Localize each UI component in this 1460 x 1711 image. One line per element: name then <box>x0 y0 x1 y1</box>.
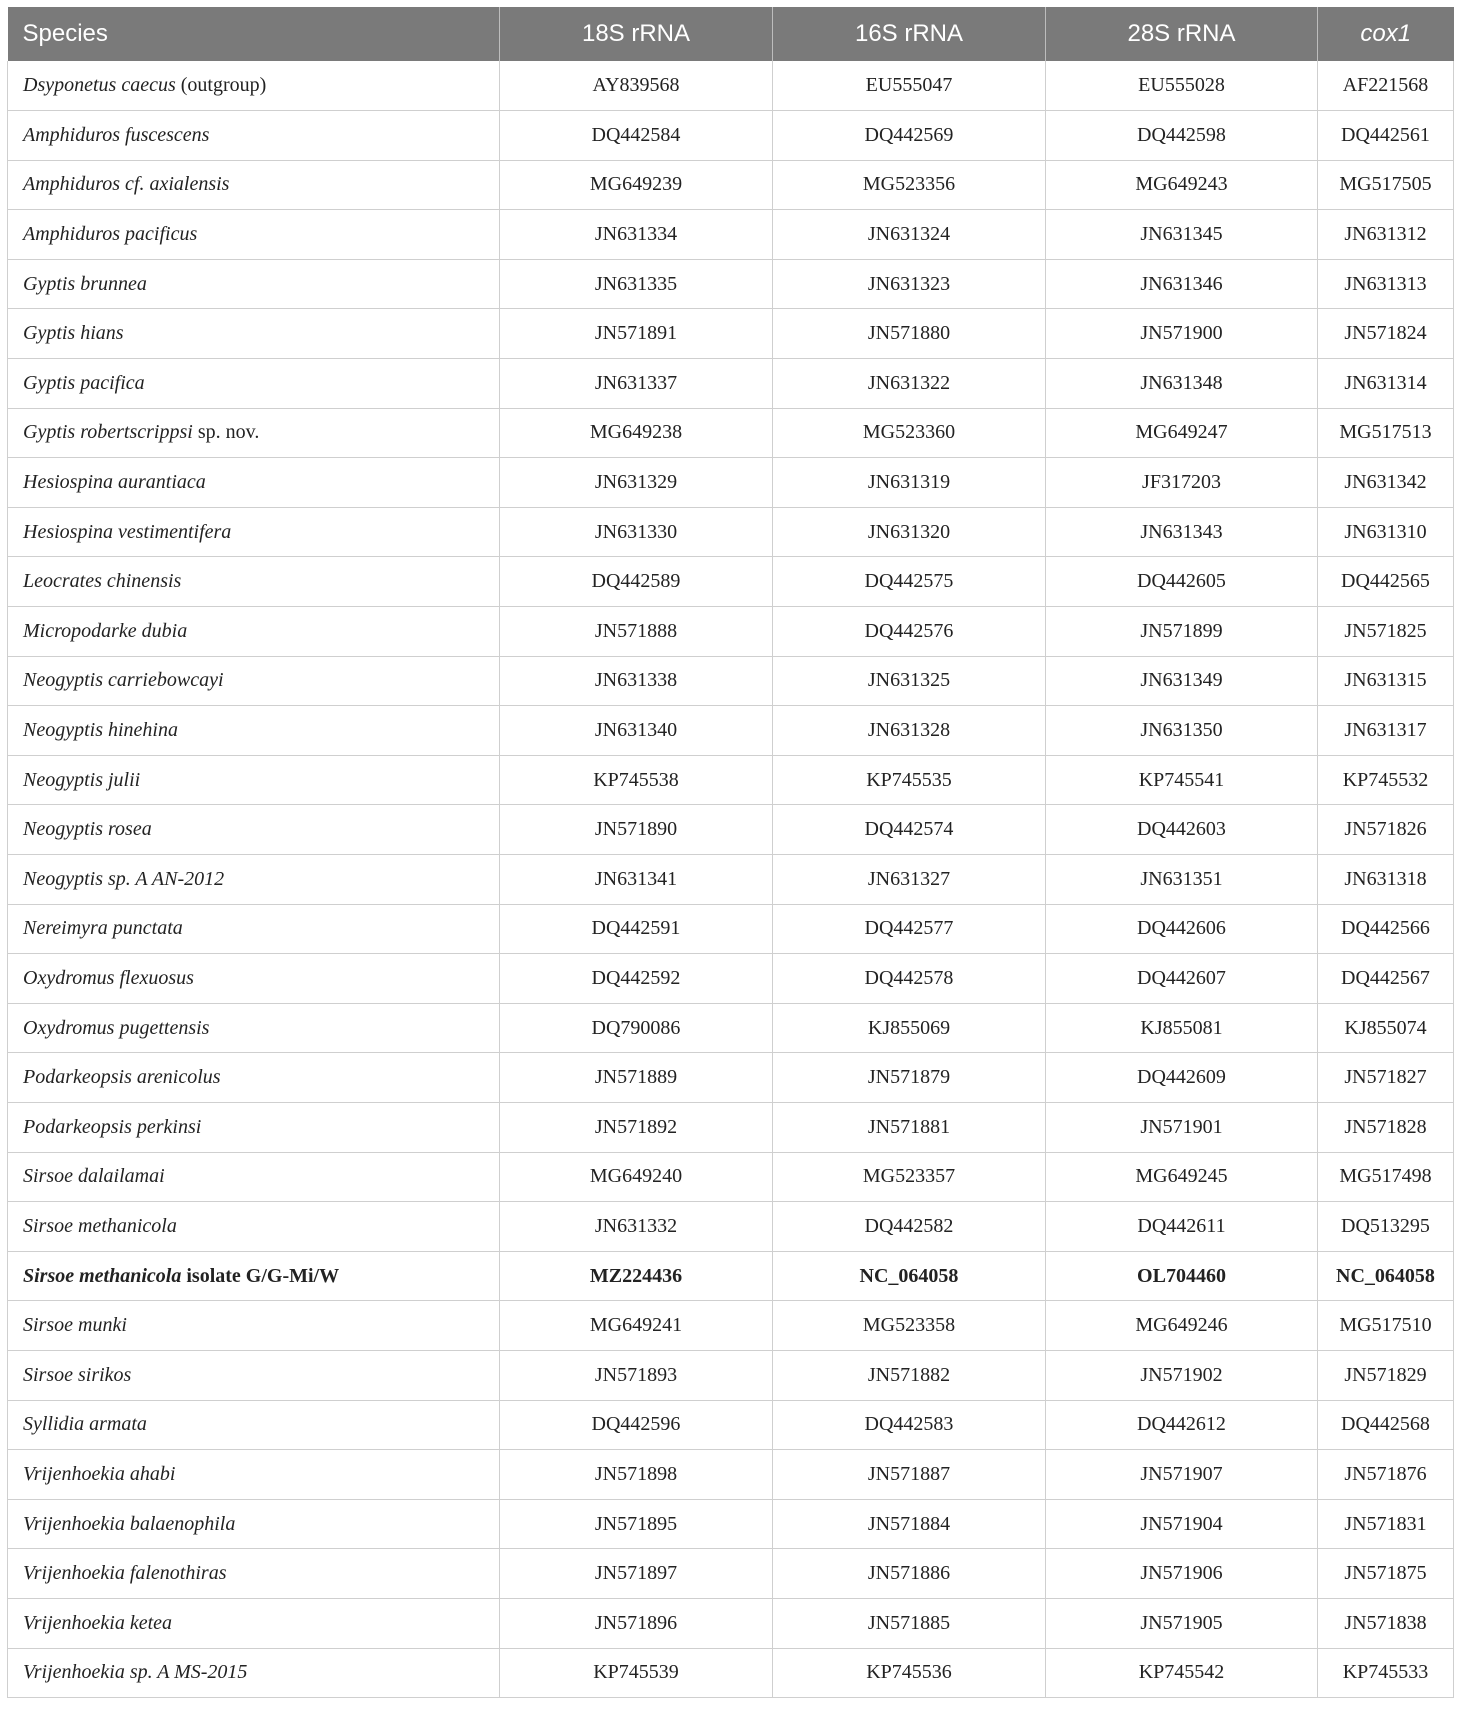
table-row <box>8 1350 1454 1400</box>
species-name: Vrijenhoekia balaenophila <box>23 1512 236 1535</box>
species-cell <box>8 1053 500 1103</box>
species-cell <box>8 309 500 359</box>
18s-accession: JN631329 <box>500 458 773 508</box>
species-name: Vrijenhoekia ketea <box>23 1611 173 1634</box>
28s-accession: MG649243 <box>1046 160 1318 210</box>
16s-accession: DQ442574 <box>773 805 1046 855</box>
cox1-accession: JN631317 <box>1318 706 1454 756</box>
16s-accession: JN571884 <box>773 1499 1046 1549</box>
cox1-accession: JN571831 <box>1318 1499 1454 1549</box>
header-16s-rrna: 16S rRNA <box>773 7 1046 61</box>
table-row <box>8 1499 1454 1549</box>
species-name: Sirsoe dalailamai <box>23 1165 165 1188</box>
species-name: Amphiduros pacificus <box>23 223 198 246</box>
28s-accession: DQ442612 <box>1046 1400 1318 1450</box>
16s-accession: DQ442582 <box>773 1202 1046 1252</box>
species-name: Nereimyra punctata <box>23 917 183 940</box>
table-row <box>8 805 1454 855</box>
table-row <box>8 1053 1454 1103</box>
species-name: Oxydromus pugettensis <box>23 1016 210 1039</box>
species-name: Vrijenhoekia sp. A MS-2015 <box>23 1661 248 1684</box>
species-name: Neogyptis rosea <box>23 818 152 841</box>
28s-accession: JN571902 <box>1046 1350 1318 1400</box>
16s-accession: DQ442569 <box>773 111 1046 161</box>
table-row <box>8 1003 1454 1053</box>
species-cell <box>8 1450 500 1500</box>
18s-accession: JN571890 <box>500 805 773 855</box>
species-name: Oxydromus flexuosus <box>23 966 194 989</box>
species-cell <box>8 210 500 260</box>
28s-accession: EU555028 <box>1046 61 1318 111</box>
species-name: Gyptis robertscrippsi <box>23 421 193 444</box>
table-row <box>8 904 1454 954</box>
table-row <box>8 210 1454 260</box>
table-row <box>8 309 1454 359</box>
28s-accession: DQ442609 <box>1046 1053 1318 1103</box>
table-row <box>8 1202 1454 1252</box>
18s-accession: DQ442584 <box>500 111 773 161</box>
28s-accession: JN571905 <box>1046 1598 1318 1648</box>
28s-accession: JN571906 <box>1046 1549 1318 1599</box>
species-name: Sirsoe methanicola <box>23 1214 177 1237</box>
table-row <box>8 706 1454 756</box>
cox1-accession: DQ442565 <box>1318 557 1454 607</box>
28s-accession: JN631346 <box>1046 259 1318 309</box>
28s-accession: DQ442606 <box>1046 904 1318 954</box>
28s-accession: MG649245 <box>1046 1152 1318 1202</box>
cox1-accession: JN571876 <box>1318 1450 1454 1500</box>
species-cell <box>8 656 500 706</box>
18s-accession: JN571893 <box>500 1350 773 1400</box>
16s-accession: EU555047 <box>773 61 1046 111</box>
species-cell <box>8 507 500 557</box>
cox1-accession: JN571838 <box>1318 1598 1454 1648</box>
species-cell <box>8 557 500 607</box>
cox1-accession: JN631315 <box>1318 656 1454 706</box>
species-suffix: isolate G/G-Mi/W <box>181 1264 340 1287</box>
table-row <box>8 408 1454 458</box>
28s-accession: JN631351 <box>1046 855 1318 905</box>
table-row <box>8 1450 1454 1500</box>
16s-accession: JN571880 <box>773 309 1046 359</box>
16s-accession: JN571882 <box>773 1350 1046 1400</box>
16s-accession: MG523357 <box>773 1152 1046 1202</box>
table-row <box>8 954 1454 1004</box>
16s-accession: DQ442576 <box>773 607 1046 657</box>
species-cell <box>8 607 500 657</box>
species-name: Neogyptis hinehina <box>23 719 178 742</box>
18s-accession: MG649238 <box>500 408 773 458</box>
18s-accession: MG649240 <box>500 1152 773 1202</box>
species-name: Gyptis hians <box>23 322 124 345</box>
table-row <box>8 1152 1454 1202</box>
18s-accession: MG649241 <box>500 1301 773 1351</box>
species-cell <box>8 805 500 855</box>
16s-accession: MG523360 <box>773 408 1046 458</box>
species-name: Podarkeopsis arenicolus <box>23 1066 221 1089</box>
species-cell <box>8 1400 500 1450</box>
species-name: Amphiduros cf. axialensis <box>23 173 230 196</box>
18s-accession: DQ442591 <box>500 904 773 954</box>
28s-accession: OL704460 <box>1046 1251 1318 1301</box>
18s-accession: JN571891 <box>500 309 773 359</box>
18s-accession: JN571888 <box>500 607 773 657</box>
cox1-accession: JN631318 <box>1318 855 1454 905</box>
table-row <box>8 458 1454 508</box>
cox1-accession: MG517513 <box>1318 408 1454 458</box>
header-species: Species <box>8 7 500 61</box>
table-row <box>8 656 1454 706</box>
cox1-accession: DQ513295 <box>1318 1202 1454 1252</box>
16s-accession: JN631325 <box>773 656 1046 706</box>
16s-accession: MG523356 <box>773 160 1046 210</box>
species-cell <box>8 954 500 1004</box>
18s-accession: JN571897 <box>500 1549 773 1599</box>
cox1-accession: JN571829 <box>1318 1350 1454 1400</box>
species-name: Sirsoe sirikos <box>23 1363 132 1386</box>
16s-accession: DQ442575 <box>773 557 1046 607</box>
16s-accession: DQ442583 <box>773 1400 1046 1450</box>
18s-accession: KP745538 <box>500 755 773 805</box>
28s-accession: JN571907 <box>1046 1450 1318 1500</box>
species-cell <box>8 359 500 409</box>
16s-accession: KP745535 <box>773 755 1046 805</box>
species-name: Neogyptis carriebowcayi <box>23 669 224 692</box>
cox1-accession: JN571824 <box>1318 309 1454 359</box>
species-name: Sirsoe munki <box>23 1314 127 1337</box>
16s-accession: KP745536 <box>773 1648 1046 1698</box>
18s-accession: AY839568 <box>500 61 773 111</box>
18s-accession: JN571895 <box>500 1499 773 1549</box>
table-row <box>8 855 1454 905</box>
28s-accession: JN571899 <box>1046 607 1318 657</box>
cox1-accession: JN571827 <box>1318 1053 1454 1103</box>
species-cell <box>8 1251 500 1301</box>
cox1-accession: KJ855074 <box>1318 1003 1454 1053</box>
18s-accession: JN631334 <box>500 210 773 260</box>
28s-accession: JN571900 <box>1046 309 1318 359</box>
species-name: Hesiospina vestimentifera <box>23 520 232 543</box>
table-row <box>8 1598 1454 1648</box>
table-row <box>8 359 1454 409</box>
species-name: Vrijenhoekia ahabi <box>23 1462 176 1485</box>
species-name: Gyptis brunnea <box>23 272 147 295</box>
16s-accession: JN631324 <box>773 210 1046 260</box>
28s-accession: DQ442598 <box>1046 111 1318 161</box>
18s-accession: DQ442589 <box>500 557 773 607</box>
species-cell <box>8 1003 500 1053</box>
species-cell <box>8 1499 500 1549</box>
18s-accession: JN571896 <box>500 1598 773 1648</box>
species-cell <box>8 706 500 756</box>
18s-accession: DQ790086 <box>500 1003 773 1053</box>
species-cell <box>8 408 500 458</box>
species-cell <box>8 855 500 905</box>
28s-accession: JN631349 <box>1046 656 1318 706</box>
species-cell <box>8 160 500 210</box>
18s-accession: MZ224436 <box>500 1251 773 1301</box>
table-row <box>8 1251 1454 1301</box>
table-row <box>8 1400 1454 1450</box>
cox1-accession: JN571828 <box>1318 1102 1454 1152</box>
table-row <box>8 755 1454 805</box>
28s-accession: KP745541 <box>1046 755 1318 805</box>
cox1-accession: DQ442568 <box>1318 1400 1454 1450</box>
species-name: Leocrates chinensis <box>23 570 182 593</box>
species-suffix: sp. nov. <box>192 421 260 444</box>
16s-accession: KJ855069 <box>773 1003 1046 1053</box>
species-name: Vrijenhoekia falenothiras <box>23 1562 227 1585</box>
species-name: Micropodarke dubia <box>23 619 188 642</box>
species-cell <box>8 1301 500 1351</box>
18s-accession: JN571889 <box>500 1053 773 1103</box>
16s-accession: JN631328 <box>773 706 1046 756</box>
28s-accession: KJ855081 <box>1046 1003 1318 1053</box>
cox1-accession: JN571825 <box>1318 607 1454 657</box>
18s-accession: JN631332 <box>500 1202 773 1252</box>
28s-accession: JN631350 <box>1046 706 1318 756</box>
cox1-accession: MG517498 <box>1318 1152 1454 1202</box>
species-cell <box>8 259 500 309</box>
28s-accession: DQ442607 <box>1046 954 1318 1004</box>
species-name: Gyptis pacifica <box>23 371 145 394</box>
species-cell <box>8 904 500 954</box>
cox1-accession: AF221568 <box>1318 61 1454 111</box>
28s-accession: MG649247 <box>1046 408 1318 458</box>
16s-accession: JN571881 <box>773 1102 1046 1152</box>
16s-accession: MG523358 <box>773 1301 1046 1351</box>
species-cell <box>8 1549 500 1599</box>
16s-accession: JN571879 <box>773 1053 1046 1103</box>
species-name: Syllidia armata <box>23 1413 147 1436</box>
cox1-accession: KP745533 <box>1318 1648 1454 1698</box>
cox1-accession: NC_064058 <box>1318 1251 1454 1301</box>
16s-accession: NC_064058 <box>773 1251 1046 1301</box>
28s-accession: KP745542 <box>1046 1648 1318 1698</box>
species-name: Podarkeopsis perkinsi <box>23 1115 202 1138</box>
18s-accession: JN631338 <box>500 656 773 706</box>
table-row <box>8 557 1454 607</box>
species-name: Sirsoe methanicola <box>23 1264 182 1287</box>
species-name: Amphiduros fuscescens <box>23 123 210 146</box>
16s-accession: JN631320 <box>773 507 1046 557</box>
18s-accession: JN631335 <box>500 259 773 309</box>
18s-accession: JN631340 <box>500 706 773 756</box>
species-cell <box>8 755 500 805</box>
accession-table <box>7 7 1454 1698</box>
table-row <box>8 111 1454 161</box>
28s-accession: JN571901 <box>1046 1102 1318 1152</box>
cox1-accession: DQ442561 <box>1318 111 1454 161</box>
28s-accession: JN631348 <box>1046 359 1318 409</box>
16s-accession: DQ442578 <box>773 954 1046 1004</box>
species-cell <box>8 1350 500 1400</box>
18s-accession: JN631330 <box>500 507 773 557</box>
cox1-accession: DQ442567 <box>1318 954 1454 1004</box>
species-cell <box>8 1598 500 1648</box>
28s-accession: JN631343 <box>1046 507 1318 557</box>
table-row <box>8 1648 1454 1698</box>
header-row <box>8 7 1454 61</box>
16s-accession: JN631327 <box>773 855 1046 905</box>
16s-accession: JN571887 <box>773 1450 1046 1500</box>
header-18s-rrna: 18S rRNA <box>500 7 773 61</box>
table-row <box>8 1102 1454 1152</box>
table-row <box>8 1301 1454 1351</box>
28s-accession: DQ442603 <box>1046 805 1318 855</box>
18s-accession: KP745539 <box>500 1648 773 1698</box>
18s-accession: JN571898 <box>500 1450 773 1500</box>
header-cox1: cox1 <box>1318 7 1454 61</box>
cox1-accession: JN571875 <box>1318 1549 1454 1599</box>
species-name: Neogyptis julii <box>23 768 141 791</box>
table-row <box>8 507 1454 557</box>
table-body <box>8 61 1454 1698</box>
18s-accession: DQ442596 <box>500 1400 773 1450</box>
species-cell <box>8 1202 500 1252</box>
species-cell <box>8 458 500 508</box>
16s-accession: JN571885 <box>773 1598 1046 1648</box>
16s-accession: JN631319 <box>773 458 1046 508</box>
cox1-accession: JN631313 <box>1318 259 1454 309</box>
cox1-accession: KP745532 <box>1318 755 1454 805</box>
species-cell <box>8 1102 500 1152</box>
table-row <box>8 1549 1454 1599</box>
header-28s-rrna: 28S rRNA <box>1046 7 1318 61</box>
16s-accession: JN631322 <box>773 359 1046 409</box>
table-row <box>8 160 1454 210</box>
28s-accession: JF317203 <box>1046 458 1318 508</box>
species-cell <box>8 61 500 111</box>
18s-accession: JN631341 <box>500 855 773 905</box>
28s-accession: DQ442611 <box>1046 1202 1318 1252</box>
cox1-accession: JN571826 <box>1318 805 1454 855</box>
18s-accession: MG649239 <box>500 160 773 210</box>
table-row <box>8 61 1454 111</box>
species-name: Neogyptis sp. A AN-2012 <box>23 867 225 890</box>
cox1-accession: JN631310 <box>1318 507 1454 557</box>
species-cell <box>8 1648 500 1698</box>
16s-accession: JN631323 <box>773 259 1046 309</box>
18s-accession: JN571892 <box>500 1102 773 1152</box>
18s-accession: DQ442592 <box>500 954 773 1004</box>
species-suffix: (outgroup) <box>175 74 267 97</box>
28s-accession: DQ442605 <box>1046 557 1318 607</box>
cox1-accession: JN631314 <box>1318 359 1454 409</box>
species-name: Dsyponetus caecus <box>23 74 176 97</box>
table-row <box>8 607 1454 657</box>
cox1-accession: DQ442566 <box>1318 904 1454 954</box>
species-cell <box>8 111 500 161</box>
28s-accession: MG649246 <box>1046 1301 1318 1351</box>
species-cell <box>8 1152 500 1202</box>
18s-accession: JN631337 <box>500 359 773 409</box>
species-name: Hesiospina aurantiaca <box>23 471 206 494</box>
16s-accession: JN571886 <box>773 1549 1046 1599</box>
cox1-accession: JN631312 <box>1318 210 1454 260</box>
28s-accession: JN631345 <box>1046 210 1318 260</box>
28s-accession: JN571904 <box>1046 1499 1318 1549</box>
table-row <box>8 259 1454 309</box>
cox1-accession: MG517505 <box>1318 160 1454 210</box>
cox1-accession: JN631342 <box>1318 458 1454 508</box>
cox1-accession: MG517510 <box>1318 1301 1454 1351</box>
16s-accession: DQ442577 <box>773 904 1046 954</box>
